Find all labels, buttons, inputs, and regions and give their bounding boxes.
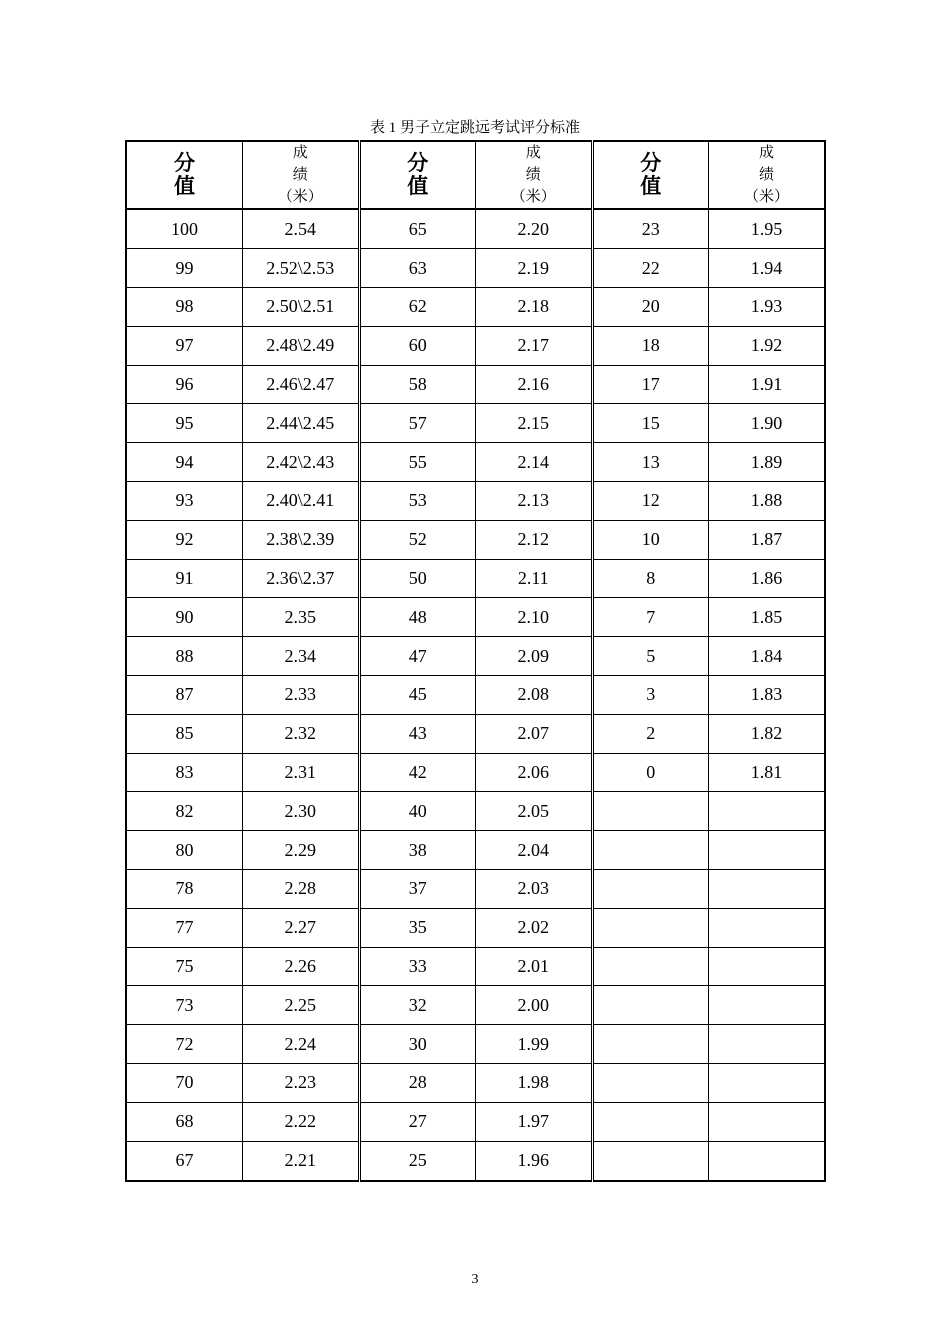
result-cell: 2.16 — [476, 365, 593, 404]
table-row — [126, 287, 825, 326]
result-cell — [709, 869, 826, 908]
score-cell: 5 — [592, 637, 709, 676]
result-cell: 2.02 — [476, 908, 593, 947]
table-row — [126, 1063, 825, 1102]
score-cell — [592, 1063, 709, 1102]
result-header-line1: 成绩 — [292, 145, 342, 183]
score-cell: 85 — [126, 714, 243, 753]
result-cell: 2.01 — [476, 947, 593, 986]
score-header — [592, 141, 709, 209]
page-number: 3 — [471, 1272, 479, 1287]
score-cell: 48 — [359, 598, 476, 637]
result-cell: 2.38\2.39 — [243, 520, 360, 559]
score-cell: 67 — [126, 1141, 243, 1181]
result-cell: 2.12 — [476, 520, 593, 559]
score-cell — [592, 1102, 709, 1141]
score-cell: 98 — [126, 287, 243, 326]
result-cell: 2.10 — [476, 598, 593, 637]
score-cell: 17 — [592, 365, 709, 404]
result-cell: 2.08 — [476, 675, 593, 714]
result-cell: 2.27 — [243, 908, 360, 947]
score-cell: 23 — [592, 209, 709, 249]
result-cell: 2.25 — [243, 986, 360, 1025]
result-cell: 1.96 — [476, 1141, 593, 1181]
score-cell: 77 — [126, 908, 243, 947]
score-cell: 2 — [592, 714, 709, 753]
table-row — [126, 404, 825, 443]
score-cell: 60 — [359, 326, 476, 365]
result-cell: 1.93 — [709, 287, 826, 326]
score-cell: 80 — [126, 831, 243, 870]
table-row — [126, 443, 825, 482]
score-cell — [592, 947, 709, 986]
score-cell: 35 — [359, 908, 476, 947]
score-cell: 27 — [359, 1102, 476, 1141]
table-row — [126, 986, 825, 1025]
score-cell: 99 — [126, 249, 243, 288]
table-row — [126, 559, 825, 598]
score-cell: 87 — [126, 675, 243, 714]
table-row — [126, 249, 825, 288]
result-header-line1: 成绩 — [525, 145, 575, 183]
score-cell: 33 — [359, 947, 476, 986]
table-row — [126, 1025, 825, 1064]
score-cell: 28 — [359, 1063, 476, 1102]
score-cell: 38 — [359, 831, 476, 870]
score-header-line2: 值 — [174, 174, 195, 198]
result-cell — [709, 1141, 826, 1181]
table-caption: 表 1 男子立定跳远考试评分标准 — [369, 120, 580, 136]
result-cell: 2.48\2.49 — [243, 326, 360, 365]
result-cell: 1.99 — [476, 1025, 593, 1064]
result-cell: 2.00 — [476, 986, 593, 1025]
result-cell: 2.34 — [243, 637, 360, 676]
result-cell: 2.11 — [476, 559, 593, 598]
result-cell: 1.92 — [709, 326, 826, 365]
score-cell: 43 — [359, 714, 476, 753]
score-header — [126, 141, 243, 209]
result-cell: 2.54 — [243, 209, 360, 249]
result-cell: 2.24 — [243, 1025, 360, 1064]
table-row — [126, 831, 825, 870]
result-cell: 1.98 — [476, 1063, 593, 1102]
table-row — [126, 675, 825, 714]
result-cell: 2.19 — [476, 249, 593, 288]
score-cell: 32 — [359, 986, 476, 1025]
result-cell: 1.86 — [709, 559, 826, 598]
score-cell: 7 — [592, 598, 709, 637]
table-row — [126, 792, 825, 831]
table-row — [126, 326, 825, 365]
score-cell: 63 — [359, 249, 476, 288]
score-cell: 37 — [359, 869, 476, 908]
score-cell: 94 — [126, 443, 243, 482]
result-cell: 1.89 — [709, 443, 826, 482]
score-cell: 78 — [126, 869, 243, 908]
result-cell — [709, 947, 826, 986]
result-header — [243, 141, 360, 209]
score-cell: 50 — [359, 559, 476, 598]
result-cell: 2.04 — [476, 831, 593, 870]
score-cell: 72 — [126, 1025, 243, 1064]
score-header — [359, 141, 476, 209]
result-cell: 2.22 — [243, 1102, 360, 1141]
score-cell: 65 — [359, 209, 476, 249]
score-header-line1: 分 — [640, 151, 662, 175]
score-cell: 12 — [592, 481, 709, 520]
table-row — [126, 637, 825, 676]
result-header — [476, 141, 593, 209]
result-cell: 2.46\2.47 — [243, 365, 360, 404]
score-cell: 22 — [592, 249, 709, 288]
result-cell — [709, 1102, 826, 1141]
score-cell: 73 — [126, 986, 243, 1025]
result-cell: 1.82 — [709, 714, 826, 753]
result-header-line2: （米） — [277, 189, 323, 205]
score-cell: 70 — [126, 1063, 243, 1102]
result-header — [709, 141, 826, 209]
result-cell: 2.07 — [476, 714, 593, 753]
score-cell: 18 — [592, 326, 709, 365]
result-cell: 1.91 — [709, 365, 826, 404]
result-cell — [709, 1063, 826, 1102]
result-cell: 2.35 — [243, 598, 360, 637]
table-row — [126, 598, 825, 637]
result-cell: 2.21 — [243, 1141, 360, 1181]
score-cell: 91 — [126, 559, 243, 598]
result-cell — [709, 908, 826, 947]
score-cell: 52 — [359, 520, 476, 559]
result-cell: 2.40\2.41 — [243, 481, 360, 520]
result-cell: 1.97 — [476, 1102, 593, 1141]
result-header-line2: （米） — [510, 189, 556, 205]
score-cell — [592, 831, 709, 870]
score-cell: 3 — [592, 675, 709, 714]
result-cell — [709, 986, 826, 1025]
score-cell: 68 — [126, 1102, 243, 1141]
score-cell: 97 — [126, 326, 243, 365]
score-cell: 93 — [126, 481, 243, 520]
result-cell: 1.83 — [709, 675, 826, 714]
score-cell: 90 — [126, 598, 243, 637]
score-cell — [592, 1141, 709, 1181]
score-header-line2: 值 — [407, 174, 429, 198]
score-cell: 40 — [359, 792, 476, 831]
table-row — [126, 481, 825, 520]
result-cell: 2.20 — [476, 209, 593, 249]
result-cell: 2.28 — [243, 869, 360, 908]
table-row — [126, 209, 825, 249]
score-cell: 0 — [592, 753, 709, 792]
score-cell: 15 — [592, 404, 709, 443]
result-cell: 2.18 — [476, 287, 593, 326]
score-cell: 53 — [359, 481, 476, 520]
result-cell: 2.33 — [243, 675, 360, 714]
scoring-table — [125, 140, 826, 1182]
result-cell: 1.95 — [709, 209, 826, 249]
result-cell: 2.32 — [243, 714, 360, 753]
score-cell: 13 — [592, 443, 709, 482]
score-header-line1: 分 — [174, 151, 195, 175]
table-row — [126, 365, 825, 404]
result-header-line2: （米） — [743, 189, 789, 205]
result-cell: 2.44\2.45 — [243, 404, 360, 443]
score-cell: 55 — [359, 443, 476, 482]
score-cell: 42 — [359, 753, 476, 792]
result-cell: 2.52\2.53 — [243, 249, 360, 288]
result-cell: 2.13 — [476, 481, 593, 520]
score-header-line2: 值 — [640, 174, 662, 198]
table-row — [126, 908, 825, 947]
score-cell: 92 — [126, 520, 243, 559]
score-cell: 20 — [592, 287, 709, 326]
score-cell: 30 — [359, 1025, 476, 1064]
result-cell: 1.81 — [709, 753, 826, 792]
score-cell: 100 — [126, 209, 243, 249]
result-cell — [709, 831, 826, 870]
result-cell: 1.88 — [709, 481, 826, 520]
result-cell: 1.90 — [709, 404, 826, 443]
result-cell: 2.06 — [476, 753, 593, 792]
result-cell: 1.87 — [709, 520, 826, 559]
score-cell: 8 — [592, 559, 709, 598]
result-cell: 1.84 — [709, 637, 826, 676]
table-row — [126, 753, 825, 792]
table-row — [126, 714, 825, 753]
result-cell: 2.30 — [243, 792, 360, 831]
score-cell: 83 — [126, 753, 243, 792]
score-cell — [592, 792, 709, 831]
result-cell: 2.50\2.51 — [243, 287, 360, 326]
result-cell: 2.31 — [243, 753, 360, 792]
result-cell: 2.03 — [476, 869, 593, 908]
score-cell: 57 — [359, 404, 476, 443]
result-cell — [709, 1025, 826, 1064]
score-cell: 25 — [359, 1141, 476, 1181]
score-cell — [592, 869, 709, 908]
result-cell: 2.14 — [476, 443, 593, 482]
score-cell — [592, 986, 709, 1025]
result-cell: 2.15 — [476, 404, 593, 443]
score-cell: 82 — [126, 792, 243, 831]
score-cell — [592, 908, 709, 947]
score-cell: 88 — [126, 637, 243, 676]
table-row — [126, 520, 825, 559]
result-cell: 2.05 — [476, 792, 593, 831]
score-cell: 47 — [359, 637, 476, 676]
score-cell: 45 — [359, 675, 476, 714]
score-cell: 75 — [126, 947, 243, 986]
result-cell: 2.17 — [476, 326, 593, 365]
table-row — [126, 1141, 825, 1181]
result-cell: 2.42\2.43 — [243, 443, 360, 482]
result-cell — [709, 792, 826, 831]
table-header-row — [126, 141, 825, 209]
table-row — [126, 947, 825, 986]
result-cell: 1.94 — [709, 249, 826, 288]
table-row — [126, 1102, 825, 1141]
score-cell — [592, 1025, 709, 1064]
table-row — [126, 869, 825, 908]
result-cell: 2.36\2.37 — [243, 559, 360, 598]
score-cell: 95 — [126, 404, 243, 443]
score-cell: 58 — [359, 365, 476, 404]
score-cell: 10 — [592, 520, 709, 559]
result-cell: 1.85 — [709, 598, 826, 637]
score-header-line1: 分 — [407, 151, 429, 175]
result-header-line1: 成绩 — [758, 145, 808, 183]
result-cell: 2.23 — [243, 1063, 360, 1102]
score-cell: 62 — [359, 287, 476, 326]
result-cell: 2.09 — [476, 637, 593, 676]
result-cell: 2.26 — [243, 947, 360, 986]
result-cell: 2.29 — [243, 831, 360, 870]
score-cell: 96 — [126, 365, 243, 404]
